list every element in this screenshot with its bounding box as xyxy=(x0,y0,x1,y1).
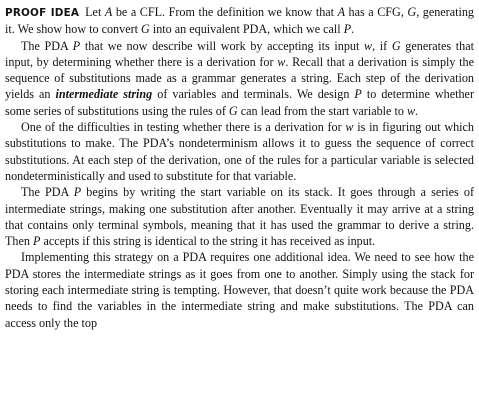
math-variable: P xyxy=(72,38,81,53)
text-run: has a CFG, xyxy=(345,5,408,19)
math-variable: w xyxy=(406,103,416,118)
proof-idea-label: PROOF IDEA xyxy=(5,7,80,19)
paragraph-1 xyxy=(5,4,474,38)
paragraph-5 xyxy=(5,249,474,330)
text-run: . xyxy=(351,22,355,37)
text-run: is in figuring out which substitutions to make. The PDA’s nondeterminism allows it to guess the sequence of correct substitutions. At each step of the derivation, one of the rules for a particular variable is selected nondeterministically and used to substitute for that variable. xyxy=(5,120,475,183)
paragraph-2 xyxy=(5,38,474,119)
text-run: Let xyxy=(85,5,105,19)
math-variable: G xyxy=(391,38,401,53)
math-variable: w xyxy=(277,54,286,69)
text-run: The PDA xyxy=(21,185,74,200)
text-run: Implementing this strategy on a PDA requires one additional idea. We need to see how the PDA stores the intermediate strings as it goes from one to another. Simply using the stack for storing each intermediate string is tempting. However, that doesn’t quite work because the PDA needs to find the variables in the intermediate string and make substitutions. The PDA can access only the top xyxy=(5,250,474,330)
math-variable: P xyxy=(73,185,82,200)
math-variable: P xyxy=(354,87,362,102)
paragraph-3 xyxy=(5,119,474,184)
text-run: . xyxy=(415,103,419,118)
text-run: be a CFL. From the definition we know that xyxy=(112,5,338,19)
paragraph-4 xyxy=(5,184,474,249)
text-run: , if xyxy=(372,38,392,53)
text-run: can lead from the start variable to xyxy=(237,103,407,118)
text-run: . Recall that a derivation is simply the sequence of substitutions made as a grammar generates a string. Each step of the derivation yields an xyxy=(5,54,475,102)
text-run: begins by writing the start variable on its stack. It goes through a series of intermediate strings, making one substitution after another. Eventually it may arrive at a string that contains only terminal symbols, meaning that it has used the grammar to derive a string. Then xyxy=(5,185,474,249)
text-run: One of the difficulties in testing whether there is a derivation for xyxy=(21,120,346,135)
math-variable: P xyxy=(32,234,41,249)
text-run: of variables and terminals. We design xyxy=(152,87,355,102)
math-variable: w xyxy=(364,38,373,53)
math-variable: G xyxy=(141,22,150,37)
math-variable: w xyxy=(345,120,354,135)
math-variable: A xyxy=(337,5,345,19)
math-variable: A xyxy=(104,5,113,19)
text-run: The PDA xyxy=(21,38,73,53)
math-variable: G xyxy=(228,103,238,118)
text-run: into an equivalent PDA, which we call xyxy=(149,22,344,37)
defined-term: intermediate string xyxy=(55,87,153,102)
text-run: , generating it. We show how to convert xyxy=(5,5,475,37)
math-variable: P xyxy=(343,22,352,37)
text-run: generates that input, by determining whether there is a derivation for xyxy=(5,38,474,69)
math-variable: G xyxy=(407,5,417,19)
text-run: to determine whether some series of substitutions using the rules of xyxy=(5,87,474,118)
text-run: accepts if this string is identical to the string it has received as input. xyxy=(40,234,376,249)
text-run: that we now describe will work by accepting its input xyxy=(80,38,364,53)
proof-idea-text xyxy=(5,4,474,331)
